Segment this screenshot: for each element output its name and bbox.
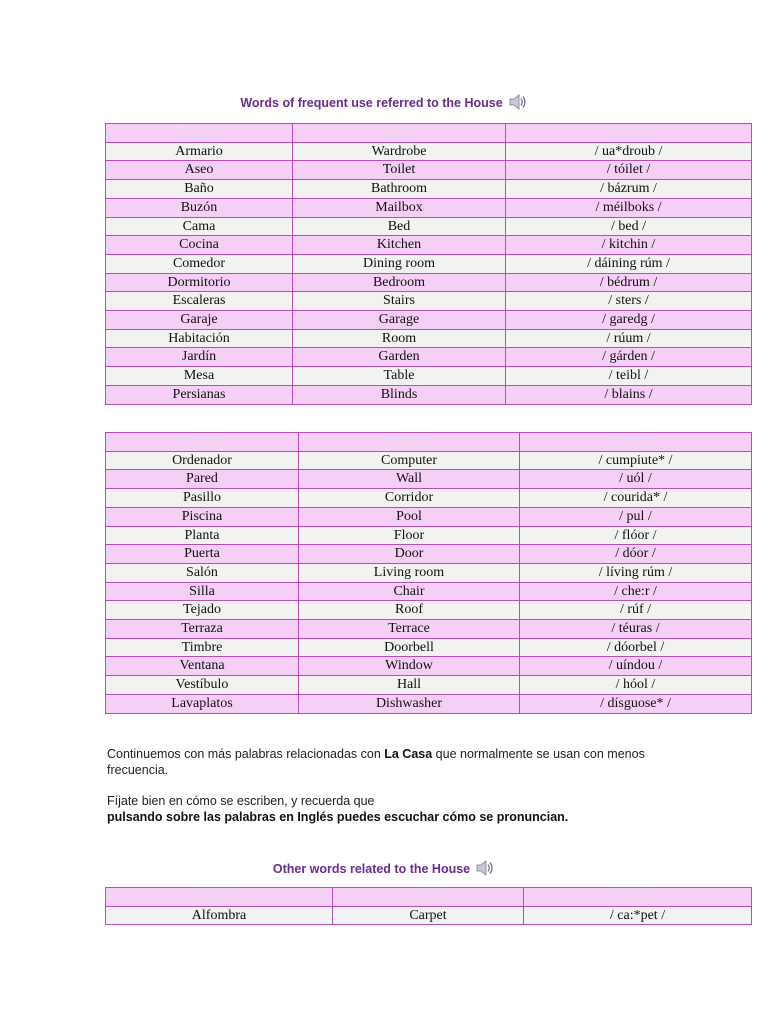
table-row bbox=[106, 906, 752, 925]
intro-text-start: Continuemos con más palabras relacionadas con bbox=[107, 747, 385, 761]
cell-spanish: Armario bbox=[106, 142, 293, 161]
cell-pronunciation: / bed / bbox=[506, 217, 752, 236]
cell-spanish: Ordenador bbox=[106, 451, 299, 470]
cell-english[interactable]: Computer bbox=[299, 451, 520, 470]
header-spanish: Español bbox=[106, 888, 333, 907]
cell-pronunciation: / méilboks / bbox=[506, 198, 752, 217]
cell-english[interactable]: Garage bbox=[293, 311, 506, 330]
speaker-volume-icon[interactable] bbox=[508, 94, 528, 113]
speaker-volume-icon[interactable] bbox=[475, 860, 495, 879]
cell-english[interactable]: Chair bbox=[299, 582, 520, 601]
table-row bbox=[106, 329, 752, 348]
table-row bbox=[106, 638, 752, 657]
cell-spanish: Persianas bbox=[106, 385, 293, 404]
cell-pronunciation: / kitchin / bbox=[506, 236, 752, 255]
cell-pronunciation: / dóorbel / bbox=[520, 638, 752, 657]
cell-spanish: Pared bbox=[106, 470, 299, 489]
header-spanish: Español bbox=[106, 124, 293, 143]
section-title-text: Other words related to the House bbox=[272, 862, 471, 876]
cell-spanish: Escaleras bbox=[106, 292, 293, 311]
table-row bbox=[106, 142, 752, 161]
table-row bbox=[106, 470, 752, 489]
cell-english[interactable]: Hall bbox=[299, 676, 520, 695]
instruction-bold-line: pulsando sobre las palabras en Inglés puedes escuchar cómo se pronuncian. bbox=[107, 810, 569, 824]
cell-english[interactable]: Bedroom bbox=[293, 273, 506, 292]
cell-spanish: Garaje bbox=[106, 311, 293, 330]
header-spanish: Español bbox=[106, 433, 299, 452]
cell-spanish: Silla bbox=[106, 582, 299, 601]
cell-pronunciation: / cumpiute* / bbox=[520, 451, 752, 470]
cell-spanish: Cocina bbox=[106, 236, 293, 255]
cell-english[interactable]: Carpet bbox=[333, 906, 524, 925]
cell-english[interactable]: Wall bbox=[299, 470, 520, 489]
cell-english[interactable]: Stairs bbox=[293, 292, 506, 311]
cell-spanish: Baño bbox=[106, 180, 293, 199]
vocab-table-other bbox=[105, 887, 752, 925]
table-row bbox=[106, 601, 752, 620]
cell-english[interactable]: Window bbox=[299, 657, 520, 676]
cell-spanish: Tejado bbox=[106, 601, 299, 620]
cell-spanish: Lavaplatos bbox=[106, 694, 299, 713]
cell-pronunciation: / blains / bbox=[506, 385, 752, 404]
cell-pronunciation: / teibl / bbox=[506, 367, 752, 386]
cell-pronunciation: / téuras / bbox=[520, 620, 752, 639]
cell-english[interactable]: Dining room bbox=[293, 254, 506, 273]
table-row bbox=[106, 348, 752, 367]
cell-pronunciation: / dóor / bbox=[520, 545, 752, 564]
cell-english[interactable]: Dishwasher bbox=[299, 694, 520, 713]
cell-pronunciation: / dáining rúm / bbox=[506, 254, 752, 273]
intro-text-bold: La Casa bbox=[384, 747, 433, 761]
cell-pronunciation: / che:r / bbox=[520, 582, 752, 601]
table-row bbox=[106, 180, 752, 199]
cell-english[interactable]: Mailbox bbox=[293, 198, 506, 217]
cell-english[interactable]: Pool bbox=[299, 507, 520, 526]
cell-pronunciation: / rúf / bbox=[520, 601, 752, 620]
cell-pronunciation: / líving rúm / bbox=[520, 563, 752, 582]
cell-pronunciation: / bázrum / bbox=[506, 180, 752, 199]
table-row bbox=[106, 563, 752, 582]
cell-spanish: Alfombra bbox=[106, 906, 333, 925]
cell-spanish: Timbre bbox=[106, 638, 299, 657]
table-header-row bbox=[106, 124, 752, 143]
cell-english[interactable]: Table bbox=[293, 367, 506, 386]
cell-pronunciation: / sters / bbox=[506, 292, 752, 311]
table-row bbox=[106, 273, 752, 292]
section-title-frequent-words bbox=[0, 94, 768, 113]
vocab-table-more bbox=[105, 432, 752, 714]
cell-spanish: Puerta bbox=[106, 545, 299, 564]
cell-english[interactable]: Bed bbox=[293, 217, 506, 236]
cell-english[interactable]: Terrace bbox=[299, 620, 520, 639]
cell-spanish: Salón bbox=[106, 563, 299, 582]
cell-english[interactable]: Floor bbox=[299, 526, 520, 545]
table-row bbox=[106, 161, 752, 180]
intro-paragraph bbox=[107, 746, 667, 778]
table-row bbox=[106, 489, 752, 508]
instruction-paragraph bbox=[107, 793, 667, 825]
cell-pronunciation: / tóilet / bbox=[506, 161, 752, 180]
cell-pronunciation: / ua*droub / bbox=[506, 142, 752, 161]
cell-spanish: Habitación bbox=[106, 329, 293, 348]
table-row bbox=[106, 507, 752, 526]
header-english: Inglés bbox=[293, 124, 506, 143]
cell-pronunciation: / rúum / bbox=[506, 329, 752, 348]
table-row bbox=[106, 620, 752, 639]
cell-english[interactable]: Kitchen bbox=[293, 236, 506, 255]
header-english: Inglés bbox=[333, 888, 524, 907]
table-row bbox=[106, 385, 752, 404]
header-pronunciation: Se lee bbox=[520, 433, 752, 452]
cell-spanish: Planta bbox=[106, 526, 299, 545]
table-row bbox=[106, 236, 752, 255]
cell-spanish: Mesa bbox=[106, 367, 293, 386]
cell-english[interactable]: Wardrobe bbox=[293, 142, 506, 161]
cell-english[interactable]: Door bbox=[299, 545, 520, 564]
table-header-row bbox=[106, 433, 752, 452]
cell-pronunciation: / dísguose* / bbox=[520, 694, 752, 713]
cell-pronunciation: / pul / bbox=[520, 507, 752, 526]
table-row bbox=[106, 292, 752, 311]
cell-english[interactable]: Garden bbox=[293, 348, 506, 367]
cell-pronunciation: / courida* / bbox=[520, 489, 752, 508]
table-row bbox=[106, 657, 752, 676]
cell-english[interactable]: Room bbox=[293, 329, 506, 348]
table-row bbox=[106, 198, 752, 217]
table-row bbox=[106, 545, 752, 564]
cell-pronunciation: / flóor / bbox=[520, 526, 752, 545]
intro-text-end: que normalmente se usan con menos frecuencia. bbox=[107, 747, 645, 777]
cell-pronunciation: / garedg / bbox=[506, 311, 752, 330]
header-pronunciation: Se lee bbox=[506, 124, 752, 143]
cell-pronunciation: / bédrum / bbox=[506, 273, 752, 292]
cell-english[interactable]: Bathroom bbox=[293, 180, 506, 199]
header-english: Inglés bbox=[299, 433, 520, 452]
table-header-row bbox=[106, 888, 752, 907]
cell-spanish: Vestíbulo bbox=[106, 676, 299, 695]
table-row bbox=[106, 311, 752, 330]
section-title-text: Words of frequent use referred to the House bbox=[240, 96, 503, 110]
cell-english[interactable]: Roof bbox=[299, 601, 520, 620]
cell-spanish: Aseo bbox=[106, 161, 293, 180]
cell-english[interactable]: Doorbell bbox=[299, 638, 520, 657]
cell-pronunciation: / gárden / bbox=[506, 348, 752, 367]
table-row bbox=[106, 694, 752, 713]
cell-spanish: Comedor bbox=[106, 254, 293, 273]
cell-pronunciation: / uól / bbox=[520, 470, 752, 489]
cell-pronunciation: / hóol / bbox=[520, 676, 752, 695]
table-row bbox=[106, 526, 752, 545]
cell-spanish: Cama bbox=[106, 217, 293, 236]
cell-english[interactable]: Living room bbox=[299, 563, 520, 582]
cell-spanish: Dormitorio bbox=[106, 273, 293, 292]
instruction-line: Fíjate bien en cómo se escriben, y recuerda que bbox=[107, 794, 375, 808]
cell-spanish: Ventana bbox=[106, 657, 299, 676]
cell-english[interactable]: Toilet bbox=[293, 161, 506, 180]
cell-spanish: Buzón bbox=[106, 198, 293, 217]
table-row bbox=[106, 367, 752, 386]
cell-pronunciation: / ca:*pet / bbox=[524, 906, 752, 925]
header-pronunciation: Se lee bbox=[524, 888, 752, 907]
cell-spanish: Piscina bbox=[106, 507, 299, 526]
cell-spanish: Jardín bbox=[106, 348, 293, 367]
cell-spanish: Terraza bbox=[106, 620, 299, 639]
table-row bbox=[106, 582, 752, 601]
table-row bbox=[106, 451, 752, 470]
table-row bbox=[106, 676, 752, 695]
cell-pronunciation: / uíndou / bbox=[520, 657, 752, 676]
table-row bbox=[106, 217, 752, 236]
vocab-table-frequent bbox=[105, 123, 752, 405]
cell-english[interactable]: Blinds bbox=[293, 385, 506, 404]
table-row bbox=[106, 254, 752, 273]
section-title-other-words bbox=[0, 860, 768, 879]
cell-spanish: Pasillo bbox=[106, 489, 299, 508]
cell-english[interactable]: Corridor bbox=[299, 489, 520, 508]
